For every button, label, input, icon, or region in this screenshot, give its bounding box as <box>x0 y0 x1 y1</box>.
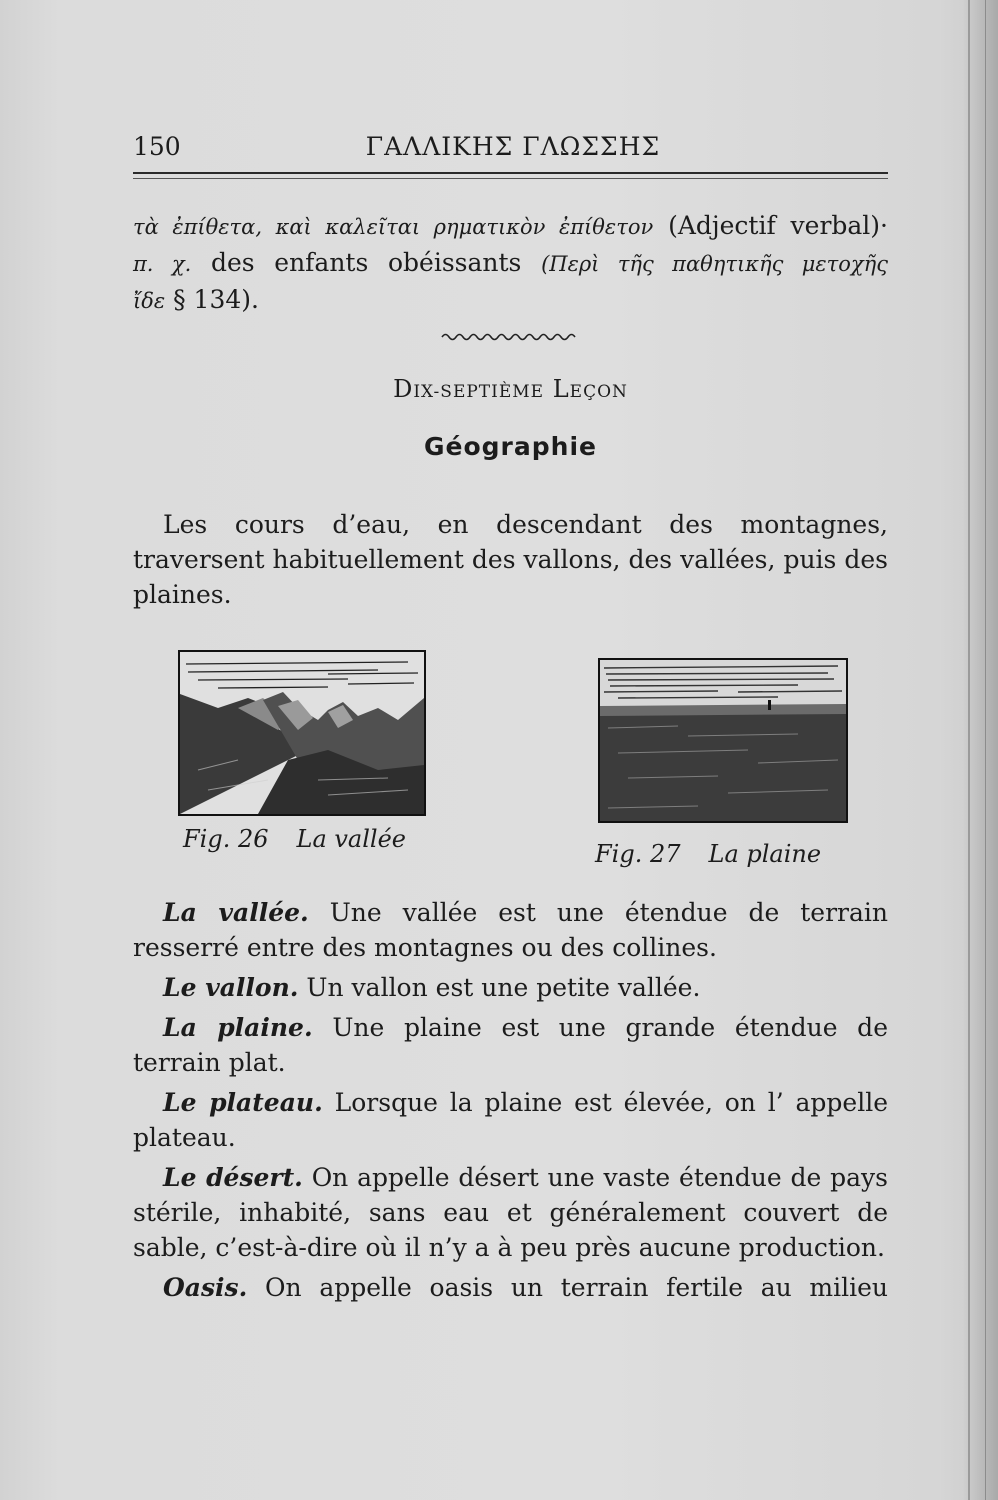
page-edge-line <box>968 0 970 1500</box>
figure-26-caption: Fig. 26 La vallée <box>183 825 406 853</box>
section-heading: Géographie <box>424 432 597 461</box>
ornament-squiggle-icon <box>440 330 580 344</box>
definition-vallee: La vallée. Une vallée est une étendue de terrain resserré entre des montagnes ou des collines. <box>133 898 889 962</box>
page-header <box>133 130 888 170</box>
plain-illustration <box>598 658 848 823</box>
definition-oasis: Oasis. On appelle oasis un terrain fertile au milieu <box>163 1273 888 1302</box>
running-title: ΓΑΛΛΙΚΗΣ ΓΛΩΣΣΗΣ <box>365 132 661 161</box>
page-number: 150 <box>133 132 181 161</box>
intro-line-2: π. χ. des enfants obéissants (Περὶ τῆς παθητικῆς μετοχῆς <box>133 248 889 277</box>
definitions-list <box>133 895 888 1310</box>
intro-line-3: ἴδε § 134). <box>133 285 259 314</box>
header-rule <box>133 172 888 174</box>
definition-vallon: Le vallon. Un vallon est une petite vallée. <box>163 973 701 1002</box>
definition-desert: Le désert. On appelle désert une vaste étendue de pays stérile, inhabité, sans eau et généralement couvert de sable, c’est-à-dire où il n’y a à peu près aucune production. <box>133 1163 888 1262</box>
valley-illustration <box>178 650 426 816</box>
page-edge-line-inner <box>985 0 986 1500</box>
intro-text <box>133 208 888 319</box>
figure-27-caption: Fig. 27 La plaine <box>595 840 822 868</box>
intro-line-1: τὰ ἐπίθετα, καὶ καλεῖται ρηματικὸν ἐπίθετον (Adjectif verbal)· <box>133 211 889 240</box>
definition-plateau: Le plateau. Lorsque la plaine est élevée, on l’ appelle plateau. <box>133 1088 888 1152</box>
body-paragraph: Les cours d’eau, en descendant des montagnes, traversent habituellement des vallons, des vallées, puis des plaines. <box>133 510 888 609</box>
definition-plaine: La plaine. Une plaine est une grande étendue de terrain plat. <box>133 1013 888 1077</box>
lesson-title: DIX-SEPTIÈME LEÇON <box>393 375 628 403</box>
header-rule-thin <box>133 178 888 179</box>
